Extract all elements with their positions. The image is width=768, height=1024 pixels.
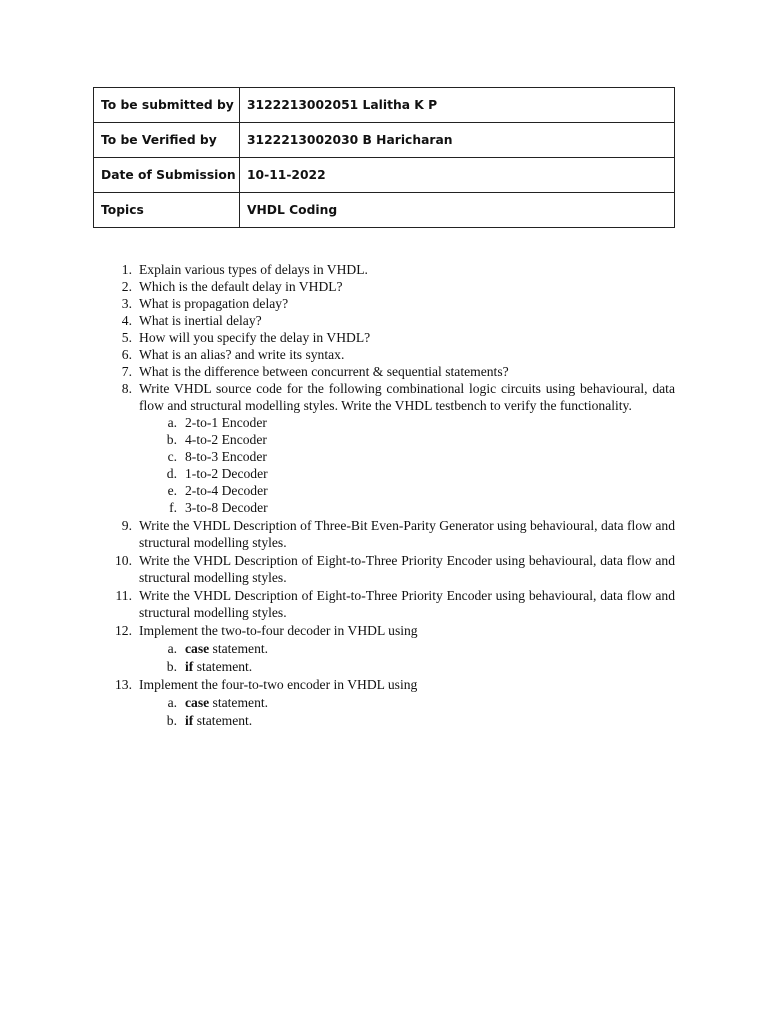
sub-item-letter: a.: [167, 641, 177, 656]
question-text: Implement the two-to-four decoder in VHDL using: [139, 623, 418, 638]
sub-item-text: [185, 640, 268, 657]
list-item: [95, 312, 675, 329]
sub-item-text: 2-to-4 Decoder: [185, 483, 268, 498]
sub-item-letter: b.: [166, 659, 177, 674]
sub-item: [139, 499, 675, 516]
row-value: 3122213002051 Lalitha K P: [240, 88, 675, 123]
row-value: VHDL Coding: [240, 193, 675, 228]
row-label: To be submitted by: [94, 88, 240, 123]
sub-item-text: 8-to-3 Encoder: [185, 449, 267, 464]
question-text: Write the VHDL Description of Eight-to-Three Priority Encoder using behavioural, data flow and structural modelling styles.: [139, 588, 675, 620]
question-number: 5.: [121, 330, 132, 345]
list-item: [95, 380, 675, 414]
row-label: To be Verified by: [94, 123, 240, 158]
list-item: [95, 295, 675, 312]
sub-item: [139, 712, 675, 729]
question-text: How will you specify the delay in VHDL?: [139, 330, 371, 345]
question-text: What is an alias? and write its syntax.: [139, 347, 345, 362]
table-row: [94, 158, 675, 193]
sub-item-text: 1-to-2 Decoder: [185, 466, 268, 481]
sub-item: [139, 465, 675, 482]
question-list: [95, 261, 675, 729]
question-number: 6.: [121, 347, 132, 362]
question-text: What is the difference between concurrent & sequential statements?: [139, 364, 509, 379]
question-text: Write VHDL source code for the following combinational logic circuits using behavioural, data flow and structural modelling styles. Write the VHDL testbench to verify the functionality.: [139, 381, 675, 413]
question-number: 9.: [121, 518, 132, 533]
sub-item: [139, 431, 675, 448]
list-item: [95, 587, 675, 621]
question-text: Write the VHDL Description of Eight-to-Three Priority Encoder using behavioural, data flow and structural modelling styles.: [139, 553, 675, 585]
question-text: Which is the default delay in VHDL?: [139, 279, 343, 294]
list-item: [95, 622, 675, 639]
keyword-case: case: [185, 695, 210, 710]
question-number: 3.: [121, 296, 132, 311]
sub-item-letter: d.: [166, 466, 177, 481]
question-number: 11.: [115, 588, 132, 603]
row-value: 10-11-2022: [240, 158, 675, 193]
question-number: 2.: [121, 279, 132, 294]
sub-item-letter: b.: [166, 432, 177, 447]
sub-item-text: 4-to-2 Encoder: [185, 432, 267, 447]
question-text: Explain various types of delays in VHDL.: [139, 262, 368, 277]
list-item: [95, 517, 675, 551]
sub-item-letter: e.: [167, 483, 177, 498]
table-row: [94, 123, 675, 158]
keyword-if: if: [185, 713, 194, 728]
row-label: Topics: [94, 193, 240, 228]
submission-info-table: [93, 87, 675, 228]
question-number: 13.: [115, 677, 132, 692]
sub-item-text: 2-to-1 Encoder: [185, 415, 267, 430]
question-number: 8.: [121, 381, 132, 396]
sub-item: [139, 694, 675, 711]
sub-item: [139, 448, 675, 465]
sub-item-rest: statement.: [193, 713, 253, 728]
question-number: 10.: [115, 553, 132, 568]
sub-item-rest: statement.: [193, 659, 253, 674]
table-row: [94, 193, 675, 228]
sub-item-letter: b.: [166, 713, 177, 728]
sub-item-letter: a.: [167, 695, 177, 710]
table-row: [94, 88, 675, 123]
sub-item-text: 3-to-8 Decoder: [185, 500, 268, 515]
row-value: 3122213002030 B Haricharan: [240, 123, 675, 158]
list-item: [95, 278, 675, 295]
list-item: [95, 363, 675, 380]
question-text: Implement the four-to-two encoder in VHDL using: [139, 677, 418, 692]
sub-item-text: [185, 694, 268, 711]
list-item: [95, 676, 675, 693]
sub-item-letter: a.: [167, 415, 177, 430]
list-item: [95, 346, 675, 363]
question-number: 1.: [121, 262, 132, 277]
keyword-case: case: [185, 641, 210, 656]
question-number: 7.: [121, 364, 132, 379]
sub-item-letter: f.: [169, 500, 177, 515]
row-label: Date of Submission: [94, 158, 240, 193]
list-item: [95, 261, 675, 278]
keyword-if: if: [185, 659, 194, 674]
sub-item: [139, 414, 675, 431]
question-text: What is propagation delay?: [139, 296, 289, 311]
question-number: 4.: [121, 313, 132, 328]
sub-item: [139, 640, 675, 657]
sub-item-letter: c.: [167, 449, 177, 464]
sub-item-text: [185, 712, 252, 729]
sub-item: [139, 658, 675, 675]
sub-item-rest: statement.: [209, 695, 269, 710]
list-item: [95, 329, 675, 346]
sub-item-text: [185, 658, 252, 675]
sub-item: [139, 482, 675, 499]
question-number: 12.: [115, 623, 132, 638]
question-text: Write the VHDL Description of Three-Bit Even-Parity Generator using behavioural, data flow and structural modelling styles.: [139, 518, 675, 550]
list-item: [95, 552, 675, 586]
sub-item-rest: statement.: [209, 641, 269, 656]
question-text: What is inertial delay?: [139, 313, 262, 328]
